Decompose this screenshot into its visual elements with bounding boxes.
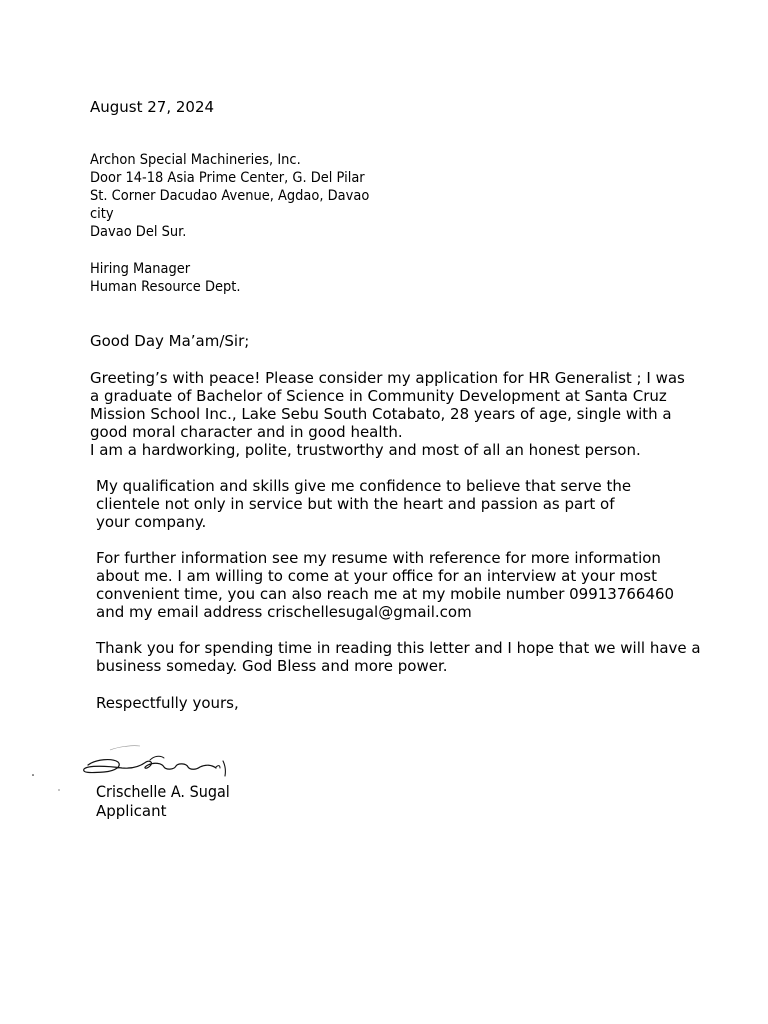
recipient-company: Archon Special Machineries, Inc. xyxy=(90,152,301,168)
letter-date: August 27, 2024 xyxy=(90,98,215,116)
paragraph-line: For further information see my resume with reference for more information xyxy=(96,549,661,567)
attention-line: Human Resource Dept. xyxy=(90,279,241,295)
paragraph-line: convenient time, you can also reach me at my mobile number 09913766460 xyxy=(96,585,675,603)
paragraph-line: and my email address crischellesugal@gmail.com xyxy=(96,603,472,621)
recipient-address-line: Davao Del Sur. xyxy=(90,224,187,240)
salutation: Good Day Ma’am/Sir; xyxy=(90,332,250,350)
signer-name: Crischelle A. Sugal xyxy=(96,782,230,801)
recipient-address-line: Door 14-18 Asia Prime Center, G. Del Pilar xyxy=(90,170,365,186)
paragraph-line: My qualification and skills give me confidence to believe that serve the xyxy=(96,477,632,495)
paragraph-line: a graduate of Bachelor of Science in Community Development at Santa Cruz xyxy=(90,387,667,405)
paragraph-line: I am a hardworking, polite, trustworthy and most of all an honest person. xyxy=(90,441,641,459)
paragraph-line: Greeting’s with peace! Please consider my application for HR Generalist ; I was xyxy=(90,369,685,387)
paragraph-line: about me. I am willing to come at your office for an interview at your most xyxy=(96,567,657,585)
attention-line: Hiring Manager xyxy=(90,261,191,277)
recipient-address-line: St. Corner Dacudao Avenue, Agdao, Davao xyxy=(90,188,370,204)
paragraph-line: your company. xyxy=(96,513,207,531)
paragraph-line: good moral character and in good health. xyxy=(90,423,403,441)
paragraph-line: Mission School Inc., Lake Sebu South Cotabato, 28 years of age, single with a xyxy=(90,405,672,423)
recipient-address-line: city xyxy=(90,206,114,222)
signer-title: Applicant xyxy=(96,802,167,820)
paragraph-line: Thank you for spending time in reading this letter and I hope that we will have a xyxy=(96,639,701,657)
paragraph-line: clientele not only in service but with the heart and passion as part of xyxy=(96,495,615,513)
paragraph-line: business someday. God Bless and more power. xyxy=(96,657,448,675)
closing-phrase: Respectfully yours, xyxy=(96,694,239,712)
